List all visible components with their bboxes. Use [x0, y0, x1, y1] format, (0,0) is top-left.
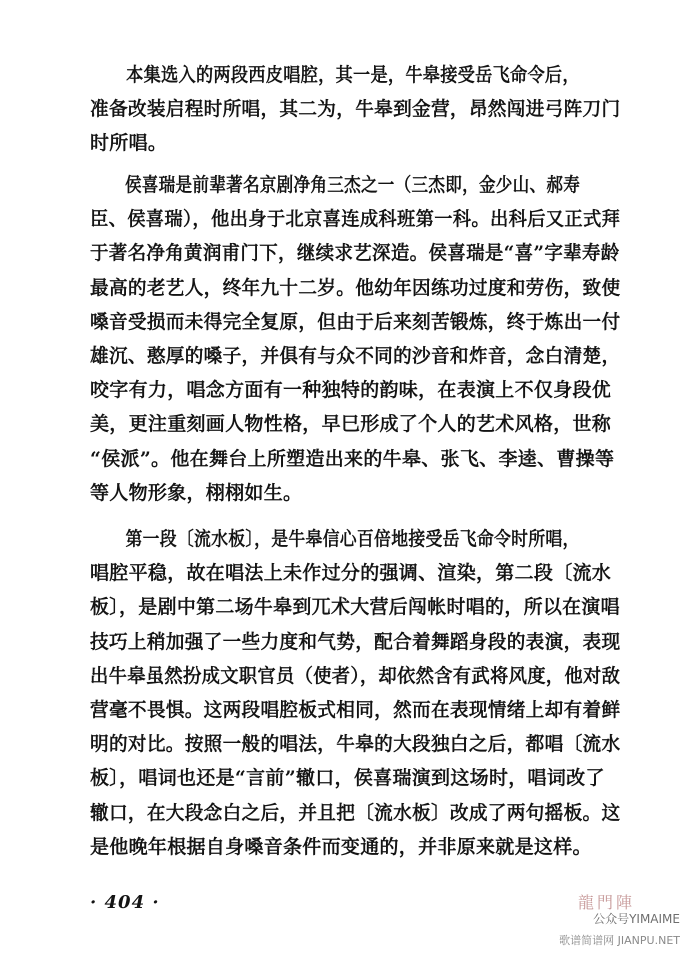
text-line: 营毫不畏惧。这两段唱腔板式相同，然而在表现情绪上却有着鲜 [90, 699, 621, 722]
text-line: 技巧上稍加强了一些力度和气势，配合着舞蹈身段的表演，表现 [90, 630, 621, 653]
text-line: 最高的老艺人，终年九十二岁。他幼年因练功过度和劳伤，致使 [90, 276, 621, 299]
text-line: 板〕，是剧中第二场牛皋到兀术大营后闯帐时唱的，所以在演唱 [90, 596, 620, 619]
watermark-logo-text: 龍門陣 [577, 893, 635, 912]
text-line: 咬字有力，唱念方面有一种独特的韵味，在表演上不仅身段优 [90, 379, 612, 402]
text-line: 时所唱。 [90, 132, 168, 155]
paragraph-intro [90, 58, 620, 161]
text-line: 美，更注重刻画人物性格，早巳形成了个人的艺术风格，世称 [90, 413, 612, 436]
watermark-account-text: 公众号YIMAIME [593, 912, 680, 926]
text-line: 雄沉、憨厚的嗓子，并俱有与众不同的沙音和炸音，念白清楚， [90, 345, 621, 368]
watermark-site-text: 歌谱简谱网 JIANPU.NET [559, 934, 680, 947]
text-line: 辙口，在大段念白之后，并且把〔流水板〕改成了两句摇板。这 [90, 801, 621, 824]
page-number: · 404 · [90, 892, 160, 913]
text-line: 等人物形象，栩栩如生。 [90, 481, 303, 504]
text-line: 第一段〔流水板〕，是牛皋信心百倍地接受岳飞命令时所唱， [125, 528, 580, 550]
paragraph-biography [90, 168, 620, 510]
text-line: 臣、侯喜瑞），他出身于北京喜连成科班第一科。出科后又正式拜 [90, 208, 621, 231]
text-line: 本集选入的两段西皮唱腔，其一是，牛皋接受岳飞命令后， [126, 64, 580, 86]
text-line: “侯派”。他在舞台上所塑造出来的牛皋、张飞、李逵、曹操等 [90, 447, 615, 470]
text-line: 明的对比。按照一般的唱法，牛皋的大段独白之后，都唱〔流水 [90, 733, 621, 756]
text-line: 侯喜瑞是前辈著名京剧净角三杰之一（三杰即，金少山、郝寿 [124, 174, 581, 196]
text-line: 于著名净角黄润甫门下，继续求艺深造。侯喜瑞是“喜”字辈寿龄 [90, 242, 620, 265]
text-line: 准备改装启程时所唱，其二为，牛皋到金营，昂然闯进弓阵刀门 [90, 98, 621, 121]
text-line: 板〕，唱词也还是“言前”辙口，侯喜瑞演到这场时，唱词改了 [90, 767, 605, 790]
watermark [480, 890, 680, 950]
paragraph-analysis [90, 522, 620, 864]
text-line: 是他晚年根据自身嗓音条件而变通的，并非原来就是这样。 [90, 835, 592, 858]
text-line: 唱腔平稳，故在唱法上未作过分的强调、渲染，第二段〔流水 [90, 562, 612, 585]
text-line: 出牛皋虽然扮成文职官员（使者），却依然含有武将风度，他对敌 [90, 664, 621, 687]
text-line: 嗓音受损而未得完全复原，但由于后来刻苦锻炼，终于炼出一付 [90, 310, 621, 333]
